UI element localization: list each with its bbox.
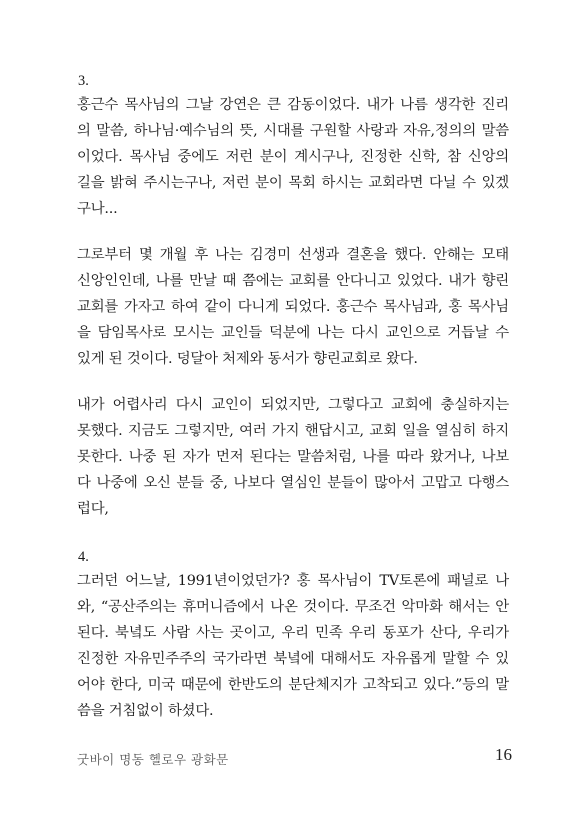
text-line: 진정한 자유민주주의 국가라면 북녘에 대해서도 자유롭게 말할 수 있 (77, 651, 509, 667)
text-line: 된다. 북녘도 사람 사는 곳이고, 우리 민족 우리 동포가 산다, 우리가 (77, 625, 509, 641)
text-line: 의 말씀, 하나님·예수님의 뜻, 시대를 구원할 사랑과 자유,정의의 말씀 (77, 123, 509, 139)
text-line: 못한다. 나중 된 자가 먼저 된다는 말씀처럼, 나를 따라 왔거나, 나보 (77, 449, 509, 465)
text-line: 홍근수 목사님의 그날 강연은 큰 감동이었다. 내가 나름 생각한 진리 (77, 97, 509, 113)
text-line: 어야 한다, 미국 때문에 한반도의 분단체지가 고착되고 있다.”등의 말 (77, 677, 509, 693)
text-line: 럽다, (77, 501, 109, 517)
section-number: 4. (78, 549, 89, 565)
text-line: 구나... (77, 201, 118, 217)
running-footer-title: 굿바이 명동 헬로우 광화문 (77, 752, 229, 767)
text-line: 그로부터 몇 개월 후 나는 김경미 선생과 결혼을 했다. 안해는 모태 (77, 247, 509, 263)
text-line: 이었다. 목사님 중에도 저런 분이 계시구나, 진정한 신학, 참 신앙의 (77, 149, 509, 165)
text-line: 못했다. 지금도 그렇지만, 여러 가지 핸답시고, 교회 일을 열심히 하지 (77, 423, 509, 439)
text-line: 교회를 가자고 하여 같이 다니게 되었다. 홍근수 목사님과, 홍 목사님 (77, 299, 509, 315)
text-line: 와, “공산주의는 휴머니즘에서 나온 것이다. 무조건 악마화 해서는 안 (77, 599, 509, 615)
text-line: 다 나중에 오신 분들 중, 나보다 열심인 분들이 많아서 고맙고 다행스 (77, 475, 509, 491)
page-number: 16 (495, 745, 512, 764)
section-number: 3. (78, 73, 89, 89)
text-line: 신앙인인데, 나를 만날 때 쯤에는 교회를 안다니고 있었다. 내가 향린 (77, 273, 509, 289)
text-line: 있게 된 것이다. 덩달아 처제와 동서가 향린교회로 왔다. (77, 351, 418, 367)
text-line: 그러던 어느날, 1991년이었던가? 홍 목사님이 TV토론에 패널로 나 (77, 573, 509, 589)
text-line: 길을 밝혀 주시는구나, 저런 분이 목회 하시는 교회라면 다닐 수 있겠 (77, 175, 509, 191)
text-line: 내가 어렵사리 다시 교인이 되었지만, 그렇다고 교회에 충실하지는 (77, 397, 509, 413)
text-line: 을 담임목사로 모시는 교인들 덕분에 나는 다시 교인으로 거듭날 수 (77, 325, 509, 341)
text-line: 씀을 거침없이 하셨다. (77, 703, 214, 719)
